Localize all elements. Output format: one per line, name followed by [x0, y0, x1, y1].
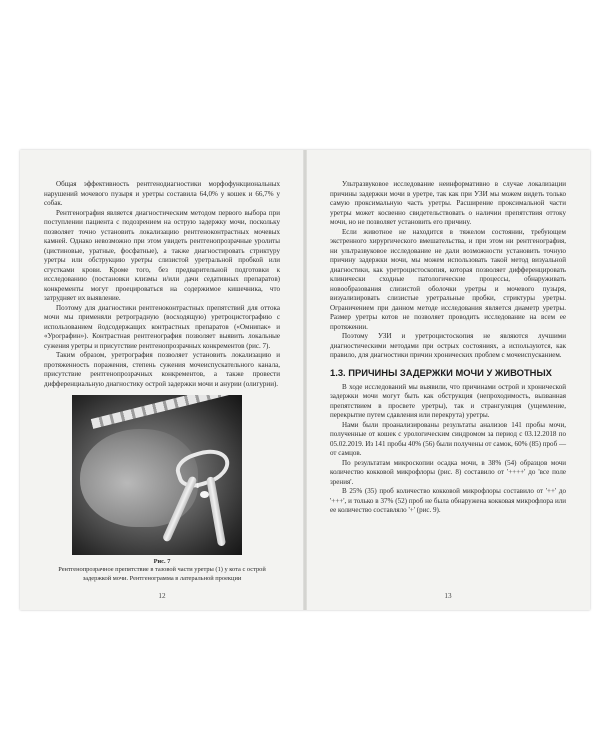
- figure-caption-title: Рис. 7: [153, 558, 171, 565]
- paragraph: Таким образом, уретрография позволяет установить локализацию и протяженность поражения, степень сужения мочеиспускательного канала, присутствие рентгенопрозрачных конкрементов, а также провести дифференциальную диагностику острой задержки мочи и анурии (олигурии).: [44, 351, 280, 388]
- paragraph: В 25% (35) проб количество кокковой микрофлоры составило от '++' до '+++', и только в 37% (52) проб не была обнаружена кокковая микрофлора или ее количество составляло '+' (рис. 9).: [330, 487, 566, 514]
- right-page: [306, 150, 590, 610]
- left-page: [20, 150, 304, 610]
- xray-hind-leg: [206, 476, 226, 546]
- paragraph: В ходе исследований мы выявили, что причинами острой и хронической задержки мочи могут быть как обструкция (непроходимость, вызванная препятствием в просвете уретры), так и странгуляция (ущемление, перекрытие путем сдавления или перекрута) уретры.: [330, 382, 566, 419]
- book-spread: [20, 150, 590, 610]
- figure-marker: 1: [196, 484, 200, 490]
- section-heading: 1.3. ПРИЧИНЫ ЗАДЕРЖКИ МОЧИ У ЖИВОТНЫХ: [330, 366, 552, 378]
- xray-obstruction: [200, 491, 209, 498]
- paragraph: По результатам микроскопии осадка мочи, в 38% (54) образцов мочи количество кокковой микрофлоры (рис. 8) составило от '++++' до 'все поле зрения'.: [330, 458, 566, 486]
- xray-spine: [91, 395, 239, 429]
- figure-caption: [44, 558, 280, 583]
- right-text-column: [330, 180, 566, 516]
- paragraph: Рентгенография является диагностическим методом первого выбора при поступлении пациента с подозрением на острую задержку мочи, поскольку позволяет точно установить локализацию рентгеноконтрастных мочевых камней. Однако невозможно при этом увидеть рентгенопрозрачные уролиты (цистиновые, уратные, фосфатные), а также диагностировать стриктуру уретры или обструкцию уретры слизистой уретральной пробкой или сгустками крови. Кроме того, без предварительной подготовки к исследованию (постановки клизмы и/или дачи седативных препаратов) конкременты могут проецироваться на содержимое кишечника, что затрудняет их выявление.: [44, 208, 280, 302]
- paragraph: Нами были проанализированы результаты анализов 141 пробы мочи, полученные от кошек с урологическим синдромом за период с 03.12.2018 по 05.02.2019. Из 141 пробы 40% (56) были получены от самок, 60% (85) проб — от самцов.: [330, 420, 566, 457]
- paragraph: Если животное не находится в тяжелом состоянии, требующем экстренного хирургического вмешательства, и при этом ни рентгенография, ни ультразвуковое исследование не дали возможности установить точную причину задержки мочи, мы можем использовать такой метод визуальной диагностики, как уретроцистоскопия, которая позволяет дифференцировать клинически сходные патологические процессы, обнаруживать новообразования слизистой оболочки уретры и мочевого пузыря, визуализировать слизистые уретральные пробки, стриктуры уретры. Ограничением при данном методе исследования является диаметр уретры. Размер уретры котов не позволяет проводить исследование на всем ее протяжении.: [330, 227, 566, 331]
- paragraph: Общая эффективность рентгенодиагностики морфофункциональных нарушений мочевого пузыря и уретры составила 64,0% у кошек и 66,7% у собак.: [44, 180, 280, 207]
- paragraph: Поэтому УЗИ и уретроцистоскопия не являются лучшими диагностическими методами при острых состояниях, а используются, как правило, для диагностики причин хронических проблем с мочеиспусканием.: [330, 332, 566, 359]
- xray-figure: [72, 395, 242, 555]
- page-number: 12: [158, 592, 166, 600]
- paragraph: Ультразвуковое исследование неинформативно в случае локализации причины задержки мочи в уретре, так как при УЗИ мы можем видеть только самую проксимальную часть уретры. Расширение проксимальной части уретры может косвенно свидетельствовать о наличии препятствия оттоку мочи, но не позволяет установить его причину.: [330, 180, 566, 226]
- paragraph: Поэтому для диагностики рентгеноконтрастных препятствий для оттока мочи мы применяли ретроградную (восходящую) уретроцистографию с использованием йодсодержащих контрастных препаратов («Омнипак» и «Урографин»). Контрастная рентгенография позволяет выявить локальные сужения уретры и присутствие рентгенопрозрачных конкрементов (рис. 7).: [44, 303, 280, 350]
- left-text-column: [44, 180, 280, 583]
- page-number: 13: [444, 592, 452, 600]
- figure-caption-text: Рентгенопрозрачное препятствие в тазовой части уретры (1) у кота с острой задержкой мочи. Рентгенограмма в латеральной проекции: [58, 566, 266, 582]
